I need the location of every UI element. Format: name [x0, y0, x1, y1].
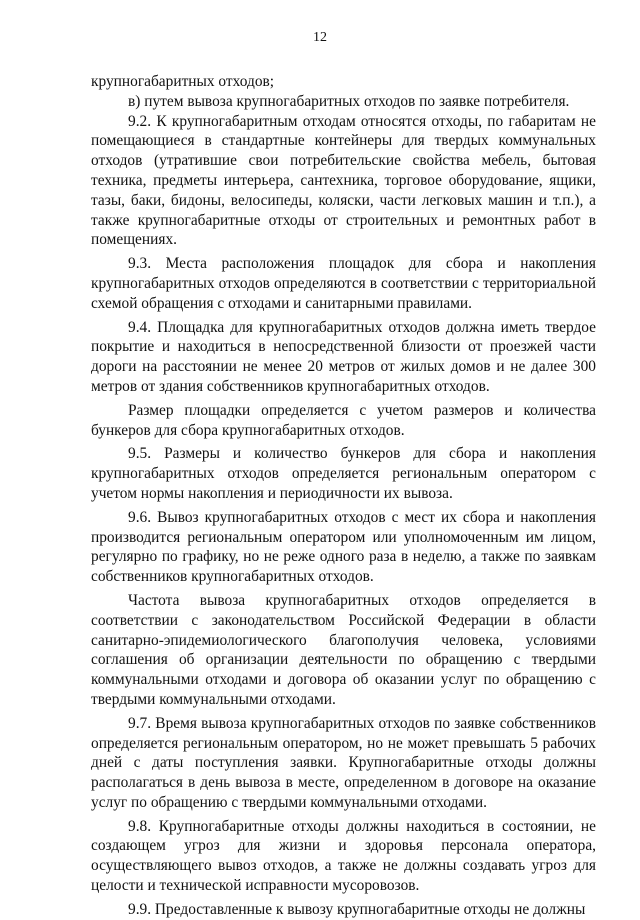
paragraph-9-7: 9.7. Время вывоза крупногабаритных отходов по заявке собственников определяется региональным оператором, но не может превышать 5 рабочих дней с даты поступления заявки. Крупногабаритные отходы должны располагаться в день вывоза в месте, определенном в договоре на оказание услуг по обращению с твердыми коммунальными отходами. — [91, 714, 596, 811]
paragraph-platform-size: Размер площадки определяется с учетом размеров и количества бункеров для сбора крупногабаритных отходов. — [91, 401, 596, 439]
page-number: 12 — [313, 30, 327, 45]
paragraph-9-3: 9.3. Места расположения площадок для сбора и накопления крупногабаритных отходов определяются в соответствии с территориальной схемой обращения с отходами и санитарными правилами. — [91, 255, 596, 312]
paragraph-9-8: 9.8. Крупногабаритные отходы должны находиться в состоянии, не создающем угроз для жизни и здоровья персонала оператора, осуществляющего вывоз отходов, а также не должны создавать угроз для целости и технической исправности мусоровозов. — [91, 817, 596, 895]
paragraph-1: крупногабаритных отходов; — [91, 73, 275, 90]
paragraph-9-2: 9.2. К крупногабаритным отходам относятся отходы, по габаритам не помещающиеся в стандартные контейнеры для твердых коммунальных отходов (утратившие свои потребительские свойства мебель, бытовая техника, предметы интерьера, сантехника, торговое оборудование, ящики, тазы, баки, бидоны, велосипеды, коляски, части легковых машин и т.п.), а также крупногабаритные отходы от строительных и ремонтных работ в помещениях. — [91, 112, 596, 249]
paragraph-9-9: 9.9. Предоставленные к вывозу крупногабаритные отходы не должны — [128, 900, 586, 918]
paragraph-9-4: 9.4. Площадка для крупногабаритных отходов должна иметь твердое покрытие и находиться в непосредственной близости от проезжей части дороги на расстоянии не менее 20 метров от жилых домов и не далее 300 метров от здания собственников крупногабаритных отходов. — [91, 318, 596, 395]
paragraph-9-5: 9.5. Размеры и количество бункеров для сбора и накопления крупногабаритных отходов определяется региональным оператором с учетом нормы накопления и периодичности их вывоза. — [91, 445, 596, 502]
body-text — [91, 72, 596, 920]
paragraph-9-6: 9.6. Вывоз крупногабаритных отходов с мест их сбора и накопления производится региональным оператором или уполномоченным им лицом, регулярно по графику, но не реже одного раза в неделю, а также по заявкам собственников крупногабаритных отходов. — [91, 508, 596, 586]
paragraph-frequency: Частота вывоза крупногабаритных отходов определяется в соответствии с законодательством Российской Федерации в области санитарно-эпидемиологического благополучия человека, условиями соглашения об организации деятельности по обращению с твердыми коммунальными отходами и договора об оказании услуг по обращению с твердыми коммунальными отходами. — [91, 591, 596, 708]
paragraph-2: в) путем вывоза крупногабаритных отходов по заявке потребителя. — [128, 92, 570, 110]
